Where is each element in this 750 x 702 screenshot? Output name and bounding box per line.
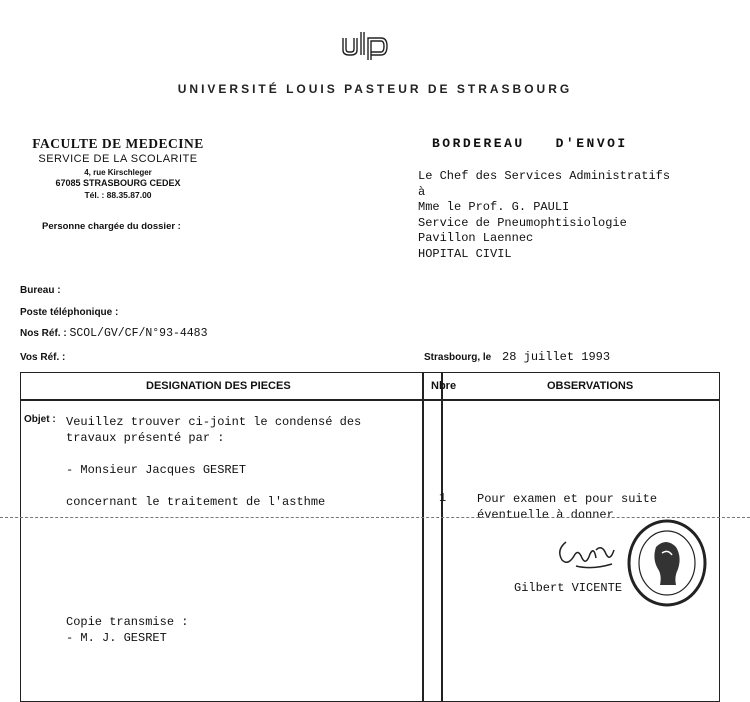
table-divider <box>422 373 424 701</box>
person-in-charge-label: Personne chargée du dossier : <box>42 221 181 232</box>
designation-line: travaux présenté par : <box>66 431 225 445</box>
address-line: à <box>418 184 426 199</box>
faculty-phone: Tél. : 88.35.87.00 <box>84 190 152 200</box>
objet-label: Objet : <box>24 414 56 425</box>
faculty-service: SERVICE DE LA SCOLARITE <box>38 153 198 165</box>
handwritten-signature <box>552 536 622 572</box>
observation-line: éventuelle à donner <box>477 508 614 522</box>
designation-text <box>66 414 361 510</box>
university-name: UNIVERSITÉ LOUIS PASTEUR DE STRASBOURG <box>177 82 573 96</box>
faculty-block <box>18 136 218 200</box>
table-header-divider <box>21 399 719 401</box>
date-line <box>424 350 610 364</box>
address-line: Le Chef des Services Administratifs <box>418 169 671 183</box>
designation-line: - Monsieur Jacques GESRET <box>66 463 247 477</box>
faculty-city: 67085 STRASBOURG CEDEX <box>55 178 181 188</box>
faculty-name: FACULTE DE MEDECINE <box>32 136 204 151</box>
observation-line: Pour examen et pour suite <box>477 492 658 506</box>
copy-sent <box>66 614 188 646</box>
document-title: BORDEREAU D'ENVOI <box>432 136 628 151</box>
designation-line <box>66 478 361 494</box>
our-reference <box>20 327 207 340</box>
faculty-street: 4, rue Kirschleger <box>84 168 152 177</box>
copy-line: Copie transmise : <box>66 615 189 629</box>
date-value: 28 juillet 1993 <box>502 350 611 364</box>
copy-line: - M. J. GESRET <box>66 631 167 645</box>
header-observations: OBSERVATIONS <box>547 380 634 392</box>
designation-line: concernant le traitement de l'asthme <box>66 495 326 509</box>
designation-line <box>66 446 361 462</box>
address-line: HOPITAL CIVIL <box>418 246 512 261</box>
your-reference-label: Vos Réf. : <box>20 352 66 363</box>
address-line: Service de Pneumophtisiologie <box>418 215 627 230</box>
place-label: Strasbourg, le <box>424 352 492 363</box>
address-line: Mme le Prof. G. PAULI <box>418 200 570 214</box>
our-reference-label: Nos Réf. : <box>20 328 67 339</box>
recipient-address <box>418 169 670 262</box>
table-divider <box>441 373 443 701</box>
address-line: Pavillon Laennec <box>418 231 534 245</box>
header-count: Nbre <box>431 380 457 392</box>
signatory-name: Gilbert VICENTE <box>514 581 623 595</box>
bureau-label: Bureau : <box>20 285 61 296</box>
our-reference-value: SCOL/GV/CF/N°93-4483 <box>69 327 208 340</box>
count-value: 1 <box>439 491 447 505</box>
ulp-logo <box>341 30 397 60</box>
university-seal-stamp <box>626 517 708 609</box>
phone-extension-label: Poste téléphonique : <box>20 307 119 318</box>
designation-line: Veuillez trouver ci-joint le condensé des <box>66 415 362 429</box>
header-designation: DESIGNATION DES PIECES <box>146 380 291 392</box>
